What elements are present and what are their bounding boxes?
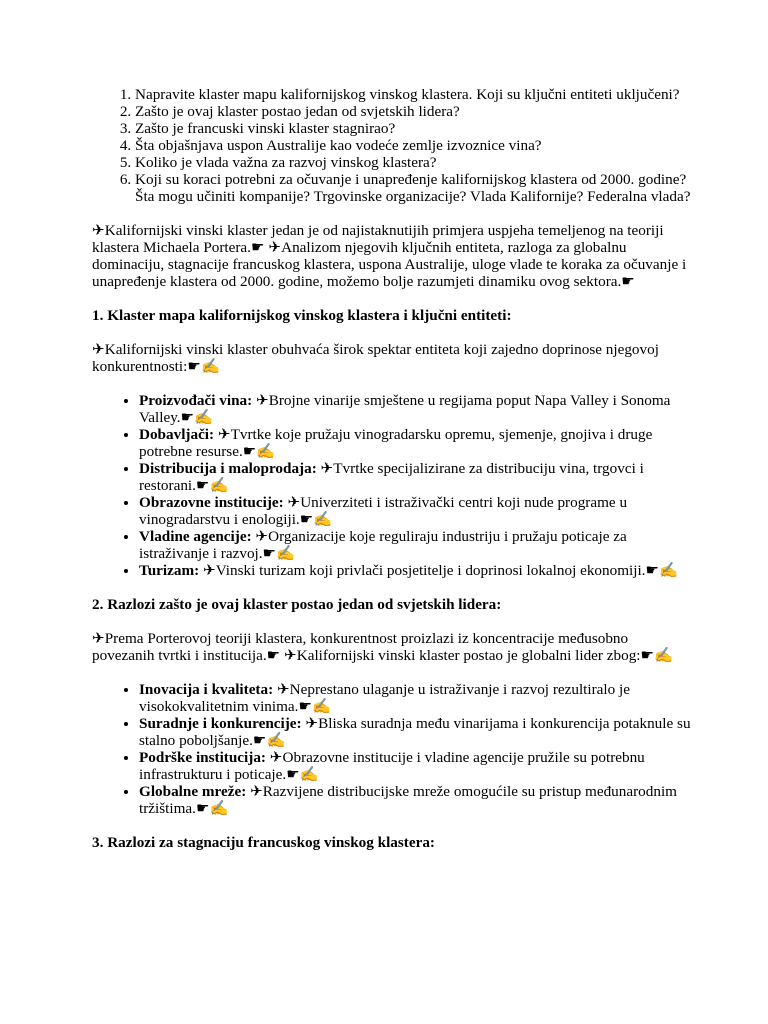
question-item: 5. Koliko je vlada važna za razvoj vinskog klastera? — [135, 154, 692, 171]
item-term: Obrazovne institucije: — [139, 494, 284, 511]
section1-lead: ✈Kalifornijski vinski klaster obuhvaća širok spektar entiteta koji zajedno doprinose njegovoj konkurentnosti:☛✍ — [92, 341, 659, 375]
list-item — [139, 426, 692, 460]
list-item — [139, 783, 692, 817]
intro-paragraph: ✈Kalifornijski vinski klaster jedan je od najistaknutijih primjera uspjeha temeljenog na teoriji klastera Michaela Portera.☛ ✈Analizom njegovih ključnih entiteta, razloga za globalnu dominaciju, stagnacije francuskog klastera, uspona Australije, uloge vlade te koraka za očuvanje i unapređenje klastera od 2000. godine, možemo bolje razumjeti dinamiku ovog sektora.☛ — [92, 222, 687, 290]
questions-list — [92, 86, 692, 205]
item-text: ✈Obrazovne institucije i vladine agencije pružile su potrebnu infrastrukturu i poticaje.☛✍ — [139, 749, 645, 783]
item-text: ✈Brojne vinarije smještene u regijama poput Napa Valley i Sonoma Valley.☛✍ — [139, 392, 671, 426]
list-item — [139, 460, 692, 494]
question-item: 4. Šta objašnjava uspon Australije kao vodeće zemlje izvoznice vina? — [135, 137, 692, 154]
list-item — [139, 715, 692, 749]
section2-lead: ✈Prema Porterovoj teoriji klastera, konkurentnost proizlazi iz koncentracije međusobno povezanih tvrtki i institucija.☛ ✈Kalifornijski vinski klaster postao je globalni lider zbog:☛✍ — [92, 630, 674, 664]
item-text: ✈Organizacije koje reguliraju industriju i pružaju poticaje za istraživanje i razvoj.☛✍ — [139, 528, 627, 562]
section2-reasons-list — [92, 681, 692, 817]
item-text: ✈Neprestano ulaganje u istraživanje i razvoj rezultiralo je visokokvalitetnim vinima.☛✍ — [139, 681, 630, 715]
section1-entities-list — [92, 392, 692, 579]
section3-heading: 3. Razlozi za stagnaciju francuskog vinskog klastera: — [92, 834, 435, 851]
question-item: 6. Koji su koraci potrebni za očuvanje i unapređenje kalifornijskog klastera od 2000. godine? Šta mogu učiniti kompanije? Trgovinske organizacije? Vlada Kalifornije? Federalna vlada? — [135, 171, 692, 205]
item-text: ✈Tvrtke specijalizirane za distribuciju vina, trgovci i restorani.☛✍ — [139, 460, 644, 494]
item-term: Podrške institucija: — [139, 749, 266, 766]
item-term: Inovacija i kvaliteta: — [139, 681, 274, 698]
item-text: ✈Vinski turizam koji privlači posjetitelje i doprinosi lokalnoj ekonomiji.☛✍ — [199, 562, 678, 579]
item-term: Turizam: — [139, 562, 200, 579]
question-item: 2. Zašto je ovaj klaster postao jedan od svjetskih lidera? — [135, 103, 692, 120]
item-term: Suradnje i konkurencije: — [139, 715, 302, 732]
item-term: Distribucija i maloprodaja: — [139, 460, 317, 477]
section1-heading: 1. Klaster mapa kalifornijskog vinskog klastera i ključni entiteti: — [92, 307, 512, 324]
list-item — [139, 681, 692, 715]
list-item — [139, 494, 692, 528]
item-term: Dobavljači: — [139, 426, 215, 443]
section2-heading: 2. Razlozi zašto je ovaj klaster postao jedan od svjetskih lidera: — [92, 596, 502, 613]
item-text: ✈Tvrtke koje pružaju vinogradarsku opremu, sjemenje, gnojiva i druge potrebne resurse.☛✍ — [139, 426, 653, 460]
item-text: ✈Bliska suradnja među vinarijama i konkurencija potaknule su stalno poboljšanje.☛✍ — [139, 715, 691, 749]
item-text: ✈Univerziteti i istraživački centri koji nude programe u vinogradarstvu i enologiji.☛✍ — [139, 494, 628, 528]
document-page — [92, 86, 692, 851]
list-item — [139, 749, 692, 783]
list-item — [139, 528, 692, 562]
item-term: Globalne mreže: — [139, 783, 247, 800]
list-item — [139, 392, 692, 426]
question-item: 3. Zašto je francuski vinski klaster stagnirao? — [135, 120, 692, 137]
item-text: ✈Razvijene distribucijske mreže omogućile su pristup međunarodnim tržištima.☛✍ — [139, 783, 677, 817]
list-item — [139, 562, 692, 579]
item-term: Vladine agencije: — [139, 528, 252, 545]
question-item: 1. Napravite klaster mapu kalifornijskog vinskog klastera. Koji su ključni entiteti uključeni? — [135, 86, 692, 103]
item-term: Proizvođači vina: — [139, 392, 253, 409]
